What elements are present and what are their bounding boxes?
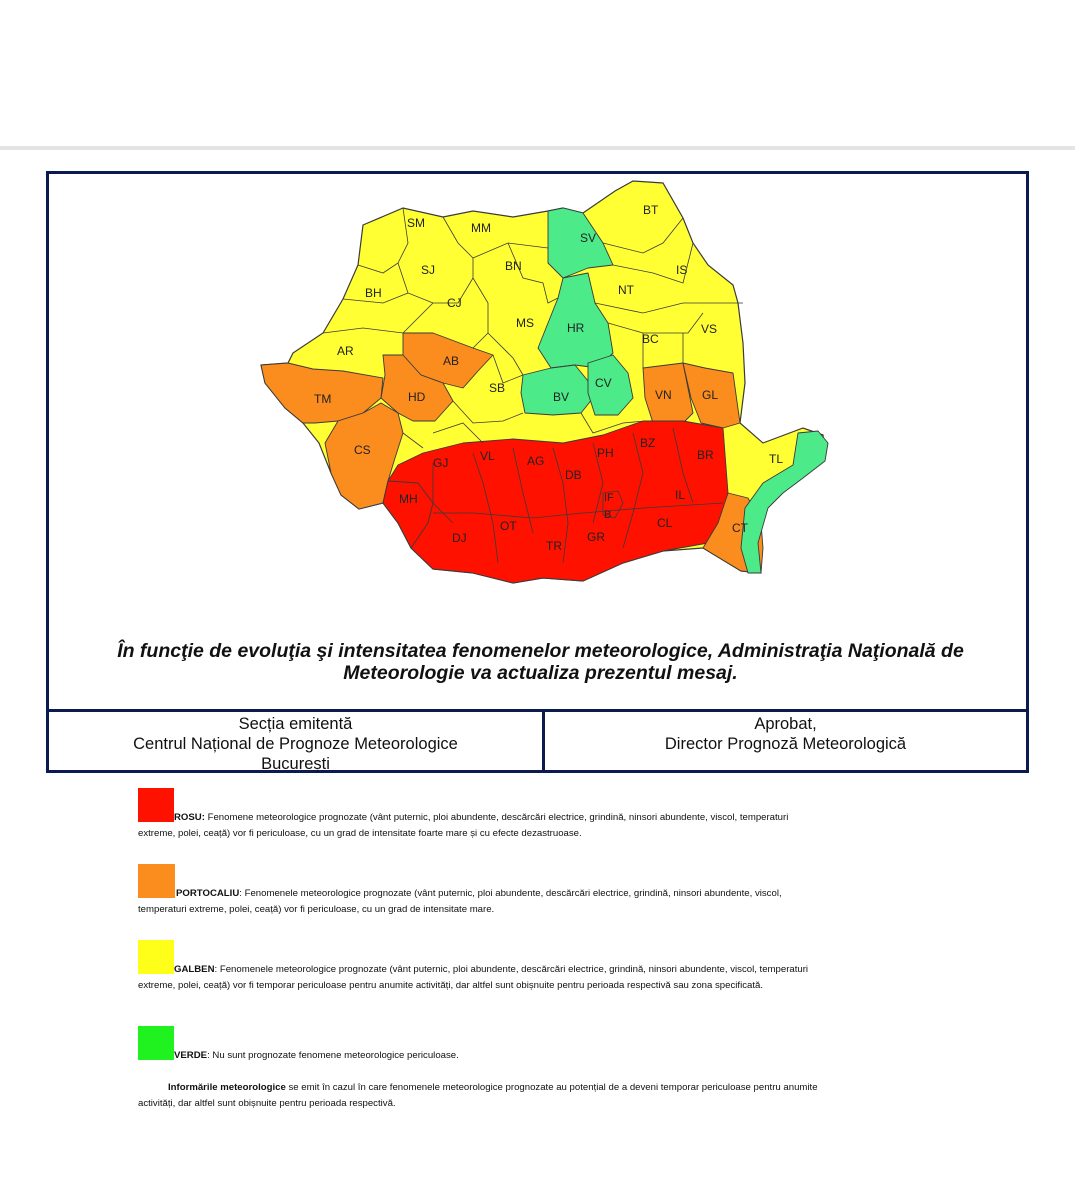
label-GL: GL [702,388,719,402]
label-PH: PH [597,446,614,460]
label-IF: IF [604,492,614,504]
legend-green-swatch [138,1026,174,1060]
legend-red-key: ROSU: [174,812,205,823]
label-TM: TM [314,392,332,406]
information-note-lead: Informările meteorologice [168,1082,286,1093]
label-DB: DB [565,468,582,482]
warning-document-frame [46,171,1029,773]
label-TL: TL [769,452,784,466]
label-BV: BV [553,390,570,404]
approval-label: Aprobat, [754,715,817,733]
information-note-text: se emit în cazul în care fenomenele meteorologice prognozate au potențial de a deveni temporar periculoase pentru anumite activități, dar altfel sunt obișnuite pentru perioada respectivă. [138,1082,818,1109]
label-MH: MH [399,492,418,506]
label-HR: HR [567,321,585,335]
legend-orange [138,864,818,918]
legend-green [138,1026,818,1064]
legend-green-text: : Nu sunt prognozate fenomene meteorologice periculoase. [207,1050,459,1061]
label-MM: MM [471,221,491,235]
label-IL: IL [675,488,686,502]
label-GR: GR [587,530,605,544]
legend-orange-key: PORTOCALIU [176,888,240,899]
romania-warning-map [49,174,1026,638]
legend-yellow-swatch [138,940,174,974]
label-BR: BR [697,448,714,462]
label-BN: BN [505,259,522,273]
label-NT: NT [618,283,634,297]
issuing-center-name: Centrul Național de Prognoze Meteorologice [133,735,458,753]
legend-orange-text: : Fenomenele meteorologice prognozate (vânt puternic, ploi abundente, descărcări electrice, grindină, ninsori abundente, viscol, temperaturi extreme, polei, ceață) vor fi periculoase, cu un grad de intensitate mare. [138,888,782,915]
label-BZ: BZ [640,436,656,450]
label-VS: VS [701,322,718,336]
label-BT: BT [643,203,659,217]
label-SV: SV [580,231,597,245]
label-CV: CV [595,376,612,390]
label-AR: AR [337,344,354,358]
update-notice: În funcţie de evoluţia şi intensitatea fenomenelor meteorologice, Administraţia Naţională de Meteorologie va actualiza prezentul mesaj. [117,640,964,684]
information-note [138,1080,818,1112]
legend-orange-swatch [138,864,175,898]
label-IS: IS [676,263,688,277]
label-CT: CT [732,521,748,535]
label-CJ: CJ [447,296,462,310]
label-MS: MS [516,316,534,330]
label-BC: BC [642,332,659,346]
label-AG: AG [527,454,545,468]
legend-red [138,788,818,842]
legend-yellow-key: GALBEN [174,964,215,975]
label-DJ: DJ [452,531,467,545]
issuing-section-label: Secția emitentă [238,715,353,733]
legend-red-swatch [138,788,174,822]
issuing-city: București [261,755,330,773]
legend-yellow [138,940,818,994]
label-VL: VL [480,449,495,463]
label-BH: BH [365,286,382,300]
legend-yellow-text: : Fenomenele meteorologice prognozate (vânt puternic, ploi abundente, descărcări electrice, grindină, ninsori abundente, viscol, temperaturi extreme, polei, ceață) vor fi temporar periculoase pentru anumite activități, dar altfel sunt obișnuite pentru perioada respectivă sau zona specificată. [138,964,809,991]
label-VN: VN [655,388,672,402]
legend-red-text: Fenomene meteorologice prognozate (vânt puternic, ploi abundente, descărcări electrice, grindină, ninsori abundente, viscol, temperaturi extreme, polei, ceață) vor fi periculoase, cu un grad de intensitate foarte mare și cu efecte dezastruoase. [138,812,789,839]
approval-cell [545,712,1026,773]
label-SB: SB [489,381,506,395]
label-OT: OT [500,519,517,533]
issuing-section-cell [49,712,545,773]
label-GJ: GJ [433,456,449,470]
label-SM: SM [407,216,425,230]
top-divider [0,146,1075,150]
label-HD: HD [408,390,426,404]
label-CL: CL [657,516,673,530]
legend-green-key: VERDE [174,1050,208,1061]
label-SJ: SJ [421,263,436,277]
label-CS: CS [354,443,371,457]
approver-title: Director Prognoză Meteorologică [664,735,907,753]
label-TR: TR [546,539,562,553]
label-B: B [604,509,612,521]
signature-table [49,709,1026,773]
label-AB: AB [443,354,460,368]
